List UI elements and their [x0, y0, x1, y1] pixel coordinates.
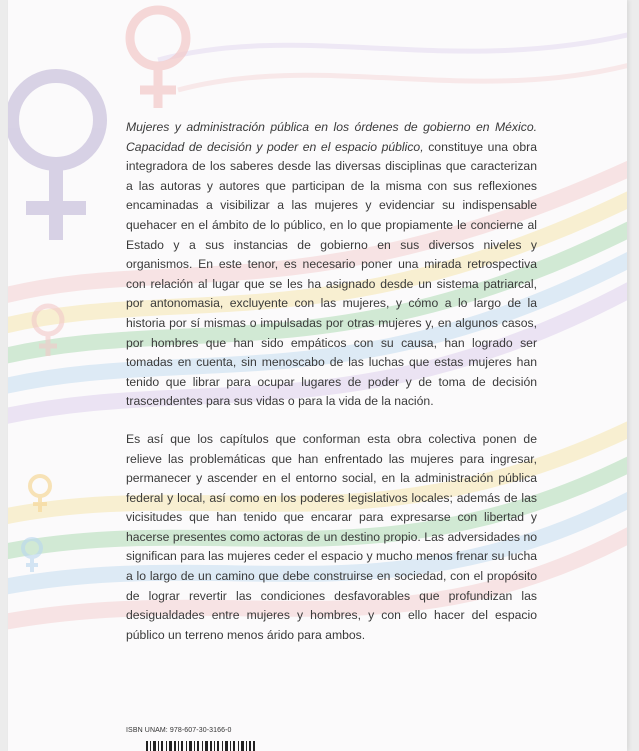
paragraph-intro-body: constituye una obra integradora de los saberes desde las diversas disciplinas que caracterizan a las autoras y autores que participan de la misma con sus reflexiones encaminadas a visibilizar a las mujeres y evidenciar su indispensable quehacer en el ámbito de lo público, en lo que propiamente le concierne al Estado y a sus instancias de gobierno en sus diversos niveles y organismos. En este tenor, es necesario poner una mirada retrospectiva con relación al lugar que se les ha asignado desde un sistema patriarcal, por antonomasia, excluyente con las mujeres, y cómo a lo largo de la historia por sí mismas o impulsadas por otras mujeres y, en algunos casos, por hombres que han sido empáticos con su causa, han logrado ser tomadas en cuenta, sin menoscabo de las luchas que estas mujeres han tenido que librar para ocupar lugares de poder y de toma de decisión trascendentes para sus vidas o para la vida de la nación. — [126, 139, 537, 409]
barcode — [146, 741, 256, 751]
female-symbol-icon — [12, 76, 100, 240]
back-cover-text — [126, 118, 537, 663]
paragraph-chapters: Es así que los capítulos que conforman esta obra colectiva ponen de relieve las problemáticas que han enfrentado las mujeres para ingresar, permanecer y ascender en el entorno social, en la administración pública federal y local, así como en los poderes legislativos locales; además de las vicisitudes que han tenido que encarar para expresarse con libertad y hacerse presentes como actoras de un destino propio. Las adversidades no significan para las mujeres ceder el espacio y mucho menos frenar su lucha a lo largo de un camino que debe construirse en sociedad, con el propósito de lograr revertir las condiciones desfavorables que profundizan las desigualdades entre mujeres y hombres, y con ello hacer del espacio público un terreno menos árido para ambos. — [126, 431, 537, 642]
isbn-label: ISBN UNAM: 978-607-30-3166-0 — [126, 727, 232, 734]
book-title-italic: Mujeres y administración pública en los órdenes de gobierno en México. Capacidad de decisión y poder en el espacio público, — [126, 120, 537, 154]
back-cover-page — [8, 0, 627, 751]
paragraph-intro — [126, 118, 537, 412]
